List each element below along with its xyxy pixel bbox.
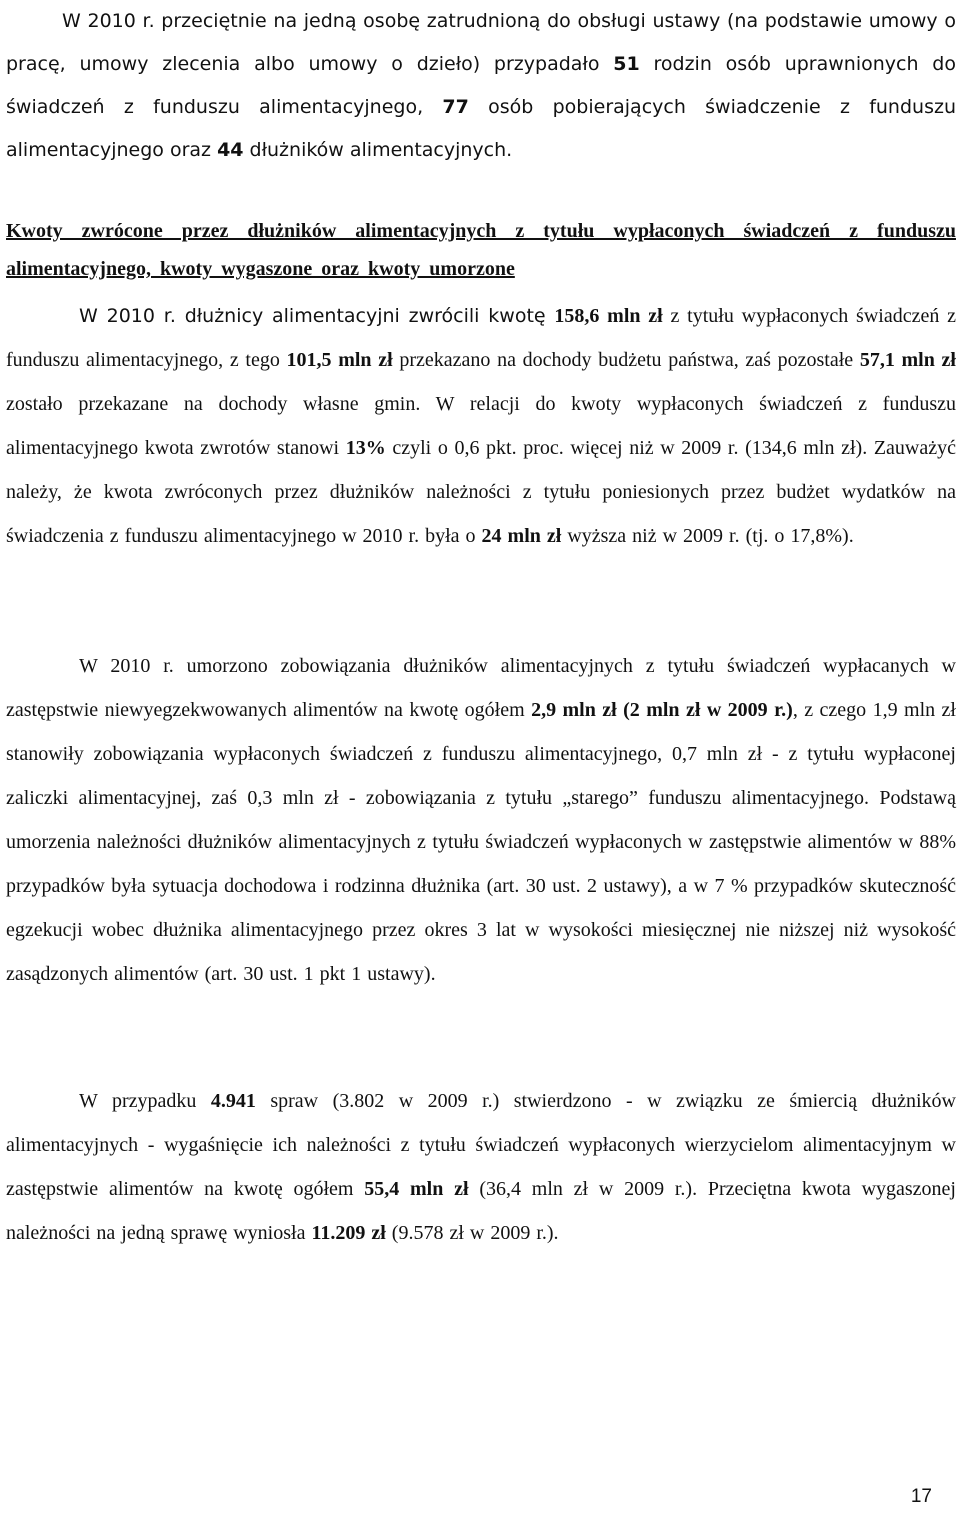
text-segment: wyższa niż w 2009 r. (tj. o 17,8%).	[561, 525, 854, 547]
text-segment: W 2010 r. dłużnicy alimentacyjni zwrócili kwotę	[79, 305, 555, 327]
bold-figure: 158,6 mln zł	[554, 305, 663, 327]
text-segment: spraw (3.802 w 2009 r.) stwierdzono - w związku ze śmiercią dłużników alimentacyjnych - wygaśnięcie ich należności z tytułu świadczeń wypłaconych wierzycielom alimentacyjnym w zastępstwie alimentów na kwotę ogółem	[6, 1090, 956, 1200]
text-segment: osób pobierających świadczenie z funduszu alimentacyjnego oraz	[6, 96, 956, 161]
bold-figure: 101,5 mln zł	[286, 349, 393, 371]
bold-figure: 11.209 zł	[311, 1222, 386, 1244]
text-segment: przekazano na dochody budżetu państwa, zaś pozostałe	[392, 349, 860, 371]
bold-figure: 44	[217, 139, 244, 161]
bold-figure: 77	[442, 96, 469, 118]
paragraph-redeemed-obligations	[6, 644, 956, 996]
bold-figure: 51	[613, 53, 640, 75]
page-number: 17	[910, 1486, 932, 1507]
bold-figure: 24 mln zł	[481, 525, 562, 547]
text-segment: dłużników alimentacyjnych.	[243, 139, 513, 161]
paragraph-beneficiaries-per-employee	[6, 0, 956, 172]
section-heading: Kwoty zwrócone przez dłużników alimentacyjnych z tytułu wypłaconych świadczeń z funduszu alimentacyjnego, kwoty wygaszone oraz kwoty umorzone	[6, 220, 956, 280]
paragraph-expired-claims	[6, 1079, 956, 1255]
bold-figure: 2,9 mln zł (2 mln zł w 2009 r.)	[531, 699, 793, 721]
text-segment: (9.578 zł w 2009 r.).	[385, 1222, 559, 1244]
text-segment: rodzin osób uprawnionych do świadczeń z funduszu alimentacyjnego,	[6, 53, 956, 118]
text-segment: z tytułu wypłaconych świadczeń z funduszu alimentacyjnego, z tego	[6, 305, 956, 371]
text-segment: W przypadku	[79, 1090, 211, 1112]
text-segment: W 2010 r. przeciętnie na jedną osobę zatrudnioną do obsługi ustawy (na podstawie umowy o pracę, umowy zlecenia albo umowy o dzieło) przypadało	[6, 10, 956, 75]
bold-figure: 57,1 mln zł	[859, 349, 956, 371]
text-segment: , z czego 1,9 mln zł stanowiły zobowiązania wypłaconych świadczeń z funduszu alimentacyjnego, 0,7 mln zł - z tytułu wypłaconej zaliczki alimentacyjnej, zaś 0,3 mln zł - zobowiązania z tytułu „starego” funduszu alimentacyjnego. Podstawą umorzenia należności dłużników alimentacyjnych z tytułu świadczeń wypłaconych w zastępstwie alimentów w 88% przypadków była sytuacja dochodowa i rodzinna dłużnika (art. 30 ust. 2 ustawy), a w 7 % przypadków skuteczność egzekucji wobec dłużnika alimentacyjnego przez okres 3 lat w wysokości miesięcznej nie niższej niż wysokość zasądzonych alimentów (art. 30 ust. 1 pkt 1 ustawy).	[6, 699, 956, 985]
text-segment: (36,4 mln zł w 2009 r.). Przeciętna kwota wygaszonej należności na jedną sprawę wyniosła	[6, 1178, 956, 1244]
text-segment: zostało przekazane na dochody własne gmin. W relacji do kwoty wypłaconych świadczeń z funduszu alimentacyjnego kwota zwrotów stanowi	[6, 393, 956, 459]
bold-figure: 55,4 mln zł	[364, 1178, 469, 1200]
bold-figure: 4.941	[210, 1090, 256, 1112]
paragraph-returned-amounts	[6, 294, 956, 558]
text-segment: W 2010 r. umorzono zobowiązania dłużników alimentacyjnych z tytułu świadczeń wypłacanych w zastępstwie niewyegzekwowanych alimentów na kwotę ogółem	[6, 655, 956, 721]
bold-figure: 13%	[345, 437, 386, 459]
text-segment: czyli o 0,6 pkt. proc. więcej niż w 2009 r. (134,6 mln zł). Zauważyć należy, że kwota zwróconych przez dłużników należności z tytułu poniesionych przez budżet wydatków na świadczenia z funduszu alimentacyjnego w 2010 r. była o	[6, 437, 956, 547]
